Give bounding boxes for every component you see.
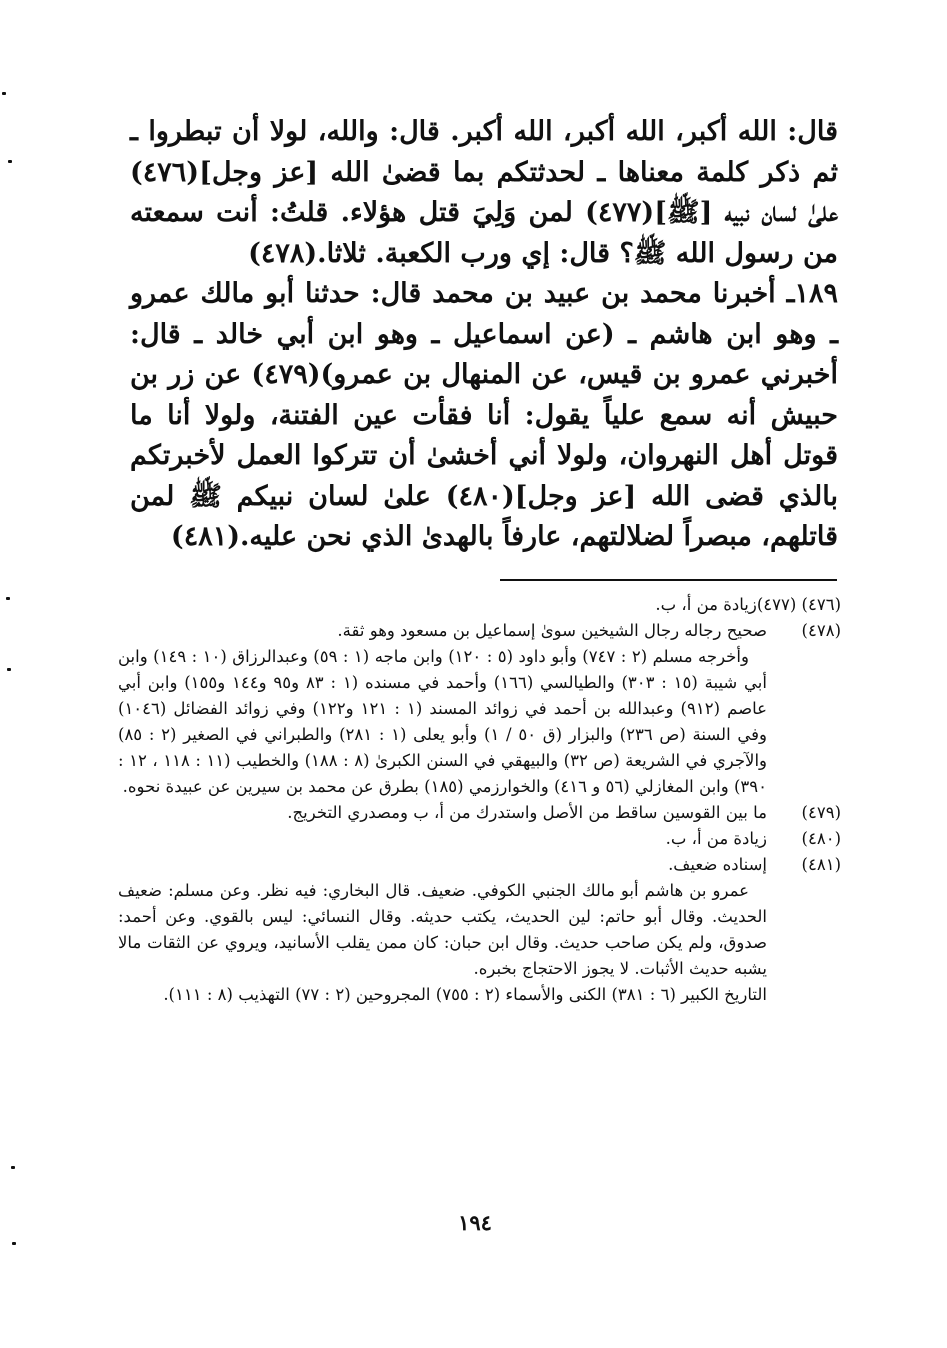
footnote-number: (٤٨١): [801, 855, 841, 874]
scan-speck: [8, 160, 12, 163]
footnote-478: [118, 618, 841, 644]
paragraph-quote: قال: الله أكبر، الله أكبر، الله أكبر. قال: والله، لولا أن تبطروا ـ ثم ذكر كلمة معناها ـ لحدثتكم بما قضىٰ الله [عز وجل](٤٧٦) علىٰ لسان نبيه [ﷺ](٤٧٧) لمن وَلِيَ قتل هؤلاء. قلتُ: أنت سمعته من رسول الله ﷺ؟ قال: إي ورب الكعبة. ثلاثا.(٤٧٨): [130, 116, 839, 269]
main-text: [130, 112, 838, 558]
footnote-481-continuation: [118, 878, 841, 1008]
footnotes: [118, 592, 841, 1008]
scan-speck: [7, 668, 11, 671]
footnote-text: عمرو بن هاشم أبو مالك الجنبي الكوفي. ضعيف. قال البخاري: فيه نظر. وعن مسلم: ضعيف الحديث. وقال أبو حاتم: لين الحديث، يكتب حديثه. وقال النسائي: ليس بالقوي. وعن أحمد: صدوق، ولم يكن صاحب حديث. وقال ابن حبان: كان ممن يقلب الأسانيد، ويروي عن الثقات مالا يشبه حديث الأثبات. لا يجوز الاحتجاج بخبره.: [118, 881, 767, 978]
footnote-divider: [500, 579, 837, 581]
footnote-476-477: [118, 592, 841, 618]
footnote-481: [118, 852, 841, 878]
footnote-number: (٤٧٦) (٤٧٧): [756, 595, 841, 614]
paragraph-hadith-189: ١٨٩ـ أخبرنا محمد بن عبيد بن محمد قال: حدثنا أبو مالك عمرو ـ وهو ابن هاشم ـ (عن اسماعيل ـ وهو ابن أبي خالد ـ قال: أخبرني عمرو بن قيس، عن المنهال بن عمرو)(٤٧٩) عن زر بن حبيش أنه سمع علياً يقول: أنا فقأت عين الفتنة، ولولا أنا ما قوتل أهل النهروان، ولولا أني أخشىٰ أن تتركوا العمل لأخبرتكم بالذي قضى الله [عز وجل](٤٨٠) علىٰ لسان نبيكم ﷺ لمن قاتلهم، مبصراً لضلالتهم، عارفاً بالهدىٰ الذي نحن عليه.(٤٨١): [130, 278, 838, 552]
footnote-480: [118, 826, 841, 852]
footnote-text: ما بين القوسين ساقط من الأصل واستدرك من أ، ب ومصدري التخريج.: [287, 803, 767, 822]
footnote-text: زيادة من أ، ب.: [665, 829, 767, 848]
scan-speck: [12, 1242, 16, 1245]
footnote-text: صحيح رجاله رجال الشيخين سوىٰ إسماعيل بن مسعود وهو ثقة.: [337, 621, 767, 640]
footnote-478-continuation: [118, 644, 841, 800]
scan-speck: [2, 92, 6, 95]
footnote-479: [118, 800, 841, 826]
scan-speck: [11, 1166, 15, 1169]
footnote-text: وأخرجه مسلم (٢ : ٧٤٧) وأبو داود (٥ : ١٢٠) وابن ماجه (١ : ٥٩) وعبدالرزاق (١٠ : ١٤٩) وابن أبي شيبة (١٥ : ٣٠٣) والطيالسي (١٦٦) وأحمد في مسنده (١ : ٨٣ و٩٥ و١٤٤ و١٥٥) وابن أبي عاصم (٩١٢) وعبدالله بن أحمد في زوائد المسند (١ : ١٢١ و١٢٢) وفي زوائد الفضائل (١٠٤٦) وفي السنة (ص ٢٣٦) والبزار (ق ٥٠ / ١) وأبو يعلى (١ : ٢٨١) والطبراني في الصغير (٢ : ٨٥) والآجري في الشريعة (ص ٣٢) والبيهقي في السنن الكبرىٰ (٨ : ١٨٨) والخطيب (١١ : ١١٨ ، ١٢ : ٣٩٠) وابن المغازلي (٥٦ و ٤١٦) والخوارزمي (١٨٥) بطرق عن محمد بن سيرين عن عبيدة نحوه.: [118, 647, 768, 796]
footnote-number: (٤٨٠): [801, 829, 841, 848]
footnote-text: زيادة من أ، ب.: [655, 595, 757, 614]
scan-speck: [6, 597, 10, 600]
footnote-text: التاريخ الكبير (٦ : ٣٨١) الكنى والأسماء (٢ : ٧٥٥) المجروحين (٢ : ٧٧) التهذيب (٨ : ١١١).: [163, 985, 767, 1004]
footnote-text: إسناده ضعيف.: [668, 855, 767, 874]
page-number: ١٩٤: [458, 1210, 492, 1235]
footnote-number: (٤٧٨): [801, 621, 841, 640]
footnote-number: (٤٧٩): [801, 803, 841, 822]
